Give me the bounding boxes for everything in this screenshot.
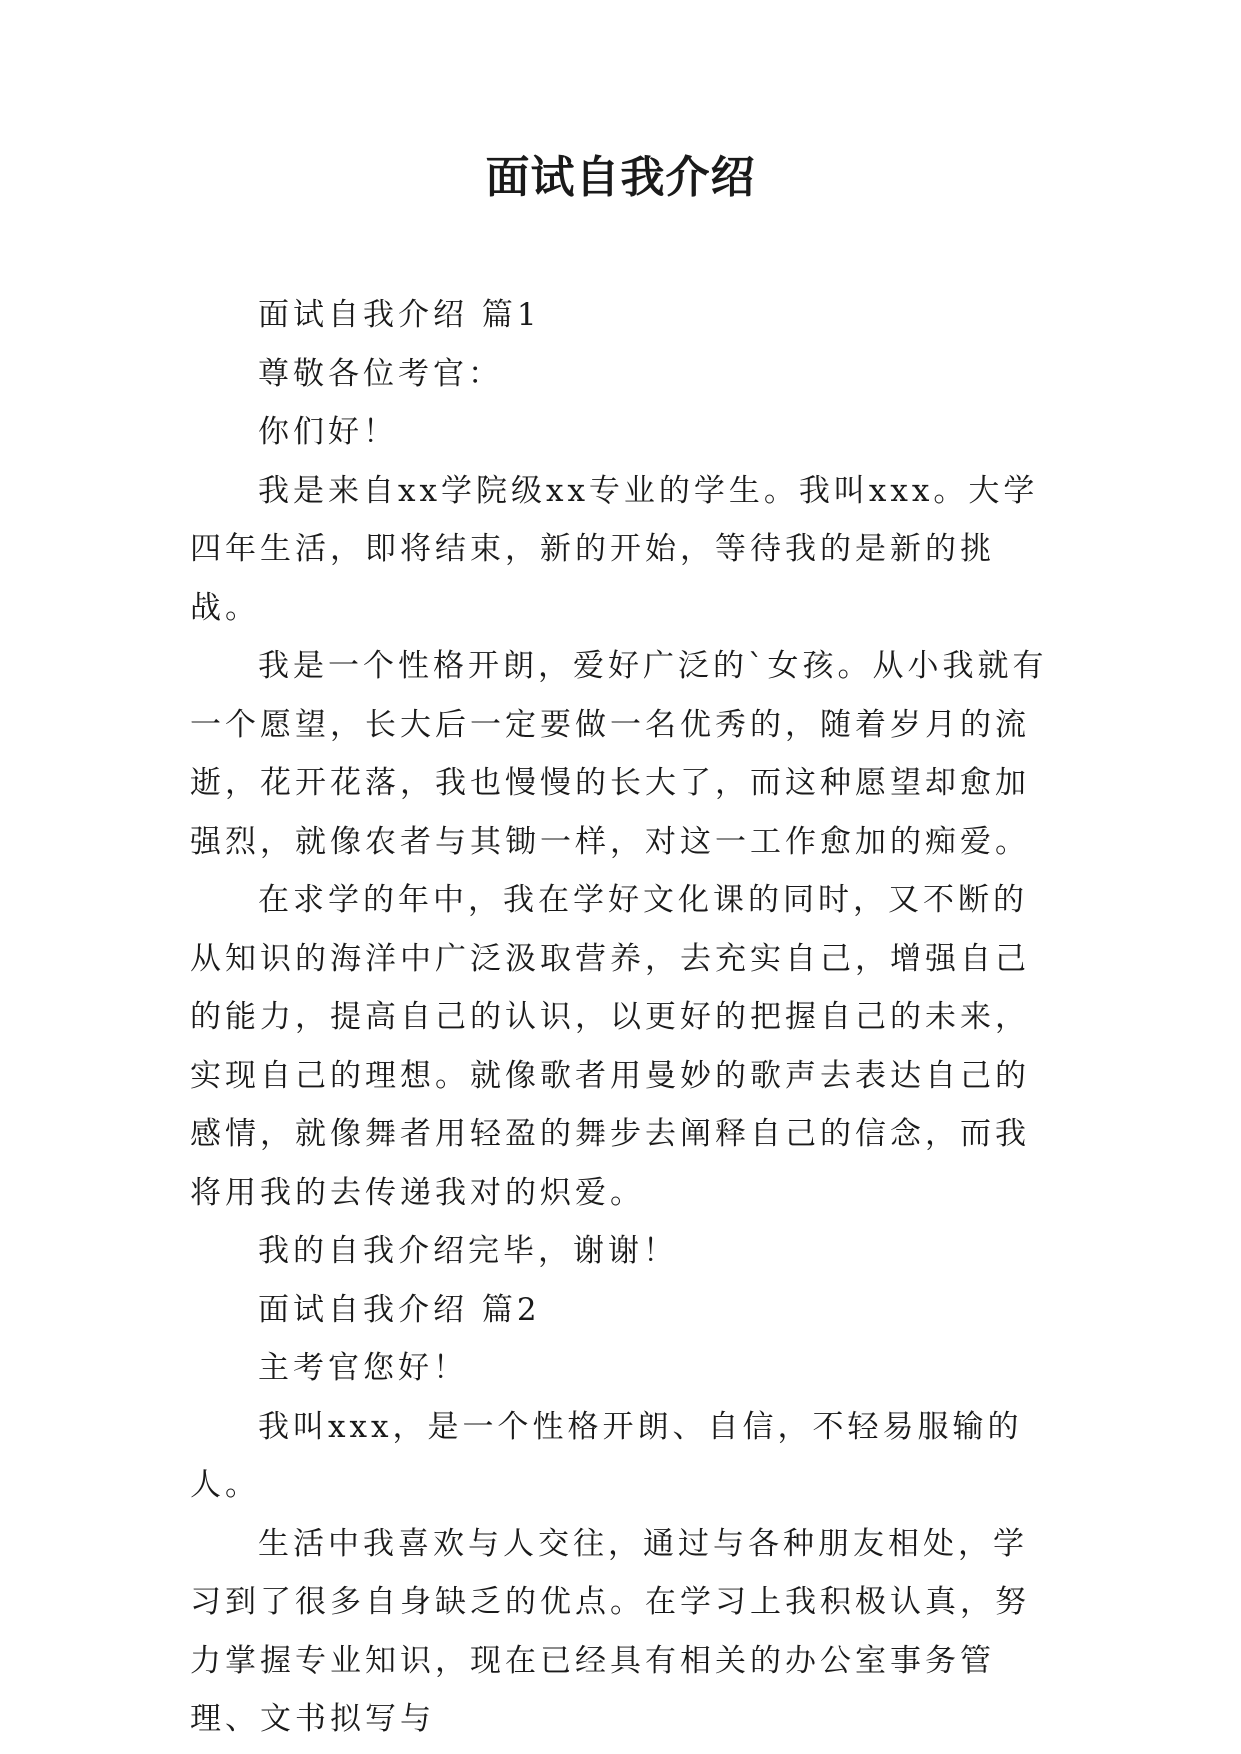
paragraph: 你们好！ — [258, 414, 398, 450]
paragraph: 面试自我介绍 篇1 — [258, 297, 541, 333]
paragraph: 生活中我喜欢与人交往，通过与各种朋友相处，学习到了很多自身缺乏的优点。在学习上我积极认真，努力掌握专业知识，现在已经具有相关的办公室事务管理、文书拟写与 — [190, 1525, 1030, 1737]
paragraph: 在求学的年中，我在学好文化课的同时，又不断的从知识的海洋中广泛汲取营养，去充实自己，增强自己的能力，提高自己的认识，以更好的把握自己的未来，实现自己的理想。就像歌者用曼妙的歌声去表达自己的感情，就像舞者用轻盈的舞步去阐释自己的信念，而我将用我的去传递我对的炽爱。 — [190, 882, 1030, 1211]
document-title: 面试自我介绍 — [485, 152, 756, 203]
paragraph: 我是来自xx学院级xx专业的学生。我叫xxx。大学四年生活，即将结束，新的开始，等待我的是新的挑战。 — [190, 472, 1039, 626]
paragraph: 我是一个性格开朗，爱好广泛的`女孩。从小我就有一个愿望，长大后一定要做一名优秀的，随着岁月的流逝，花开花落，我也慢慢的长大了，而这种愿望却愈加强烈，就像农者与其锄一样，对这一工作愈加的痴爱。 — [190, 648, 1048, 860]
paragraph: 我的自我介绍完毕，谢谢！ — [258, 1233, 678, 1269]
document-body — [190, 286, 1060, 1749]
paragraph: 面试自我介绍 篇2 — [258, 1291, 541, 1328]
paragraph: 尊敬各位考官： — [258, 355, 503, 392]
paragraph: 主考官您好！ — [258, 1350, 468, 1386]
paragraph: 我叫xxx，是一个性格开朗、自信，不轻易服输的人。 — [190, 1408, 1023, 1503]
